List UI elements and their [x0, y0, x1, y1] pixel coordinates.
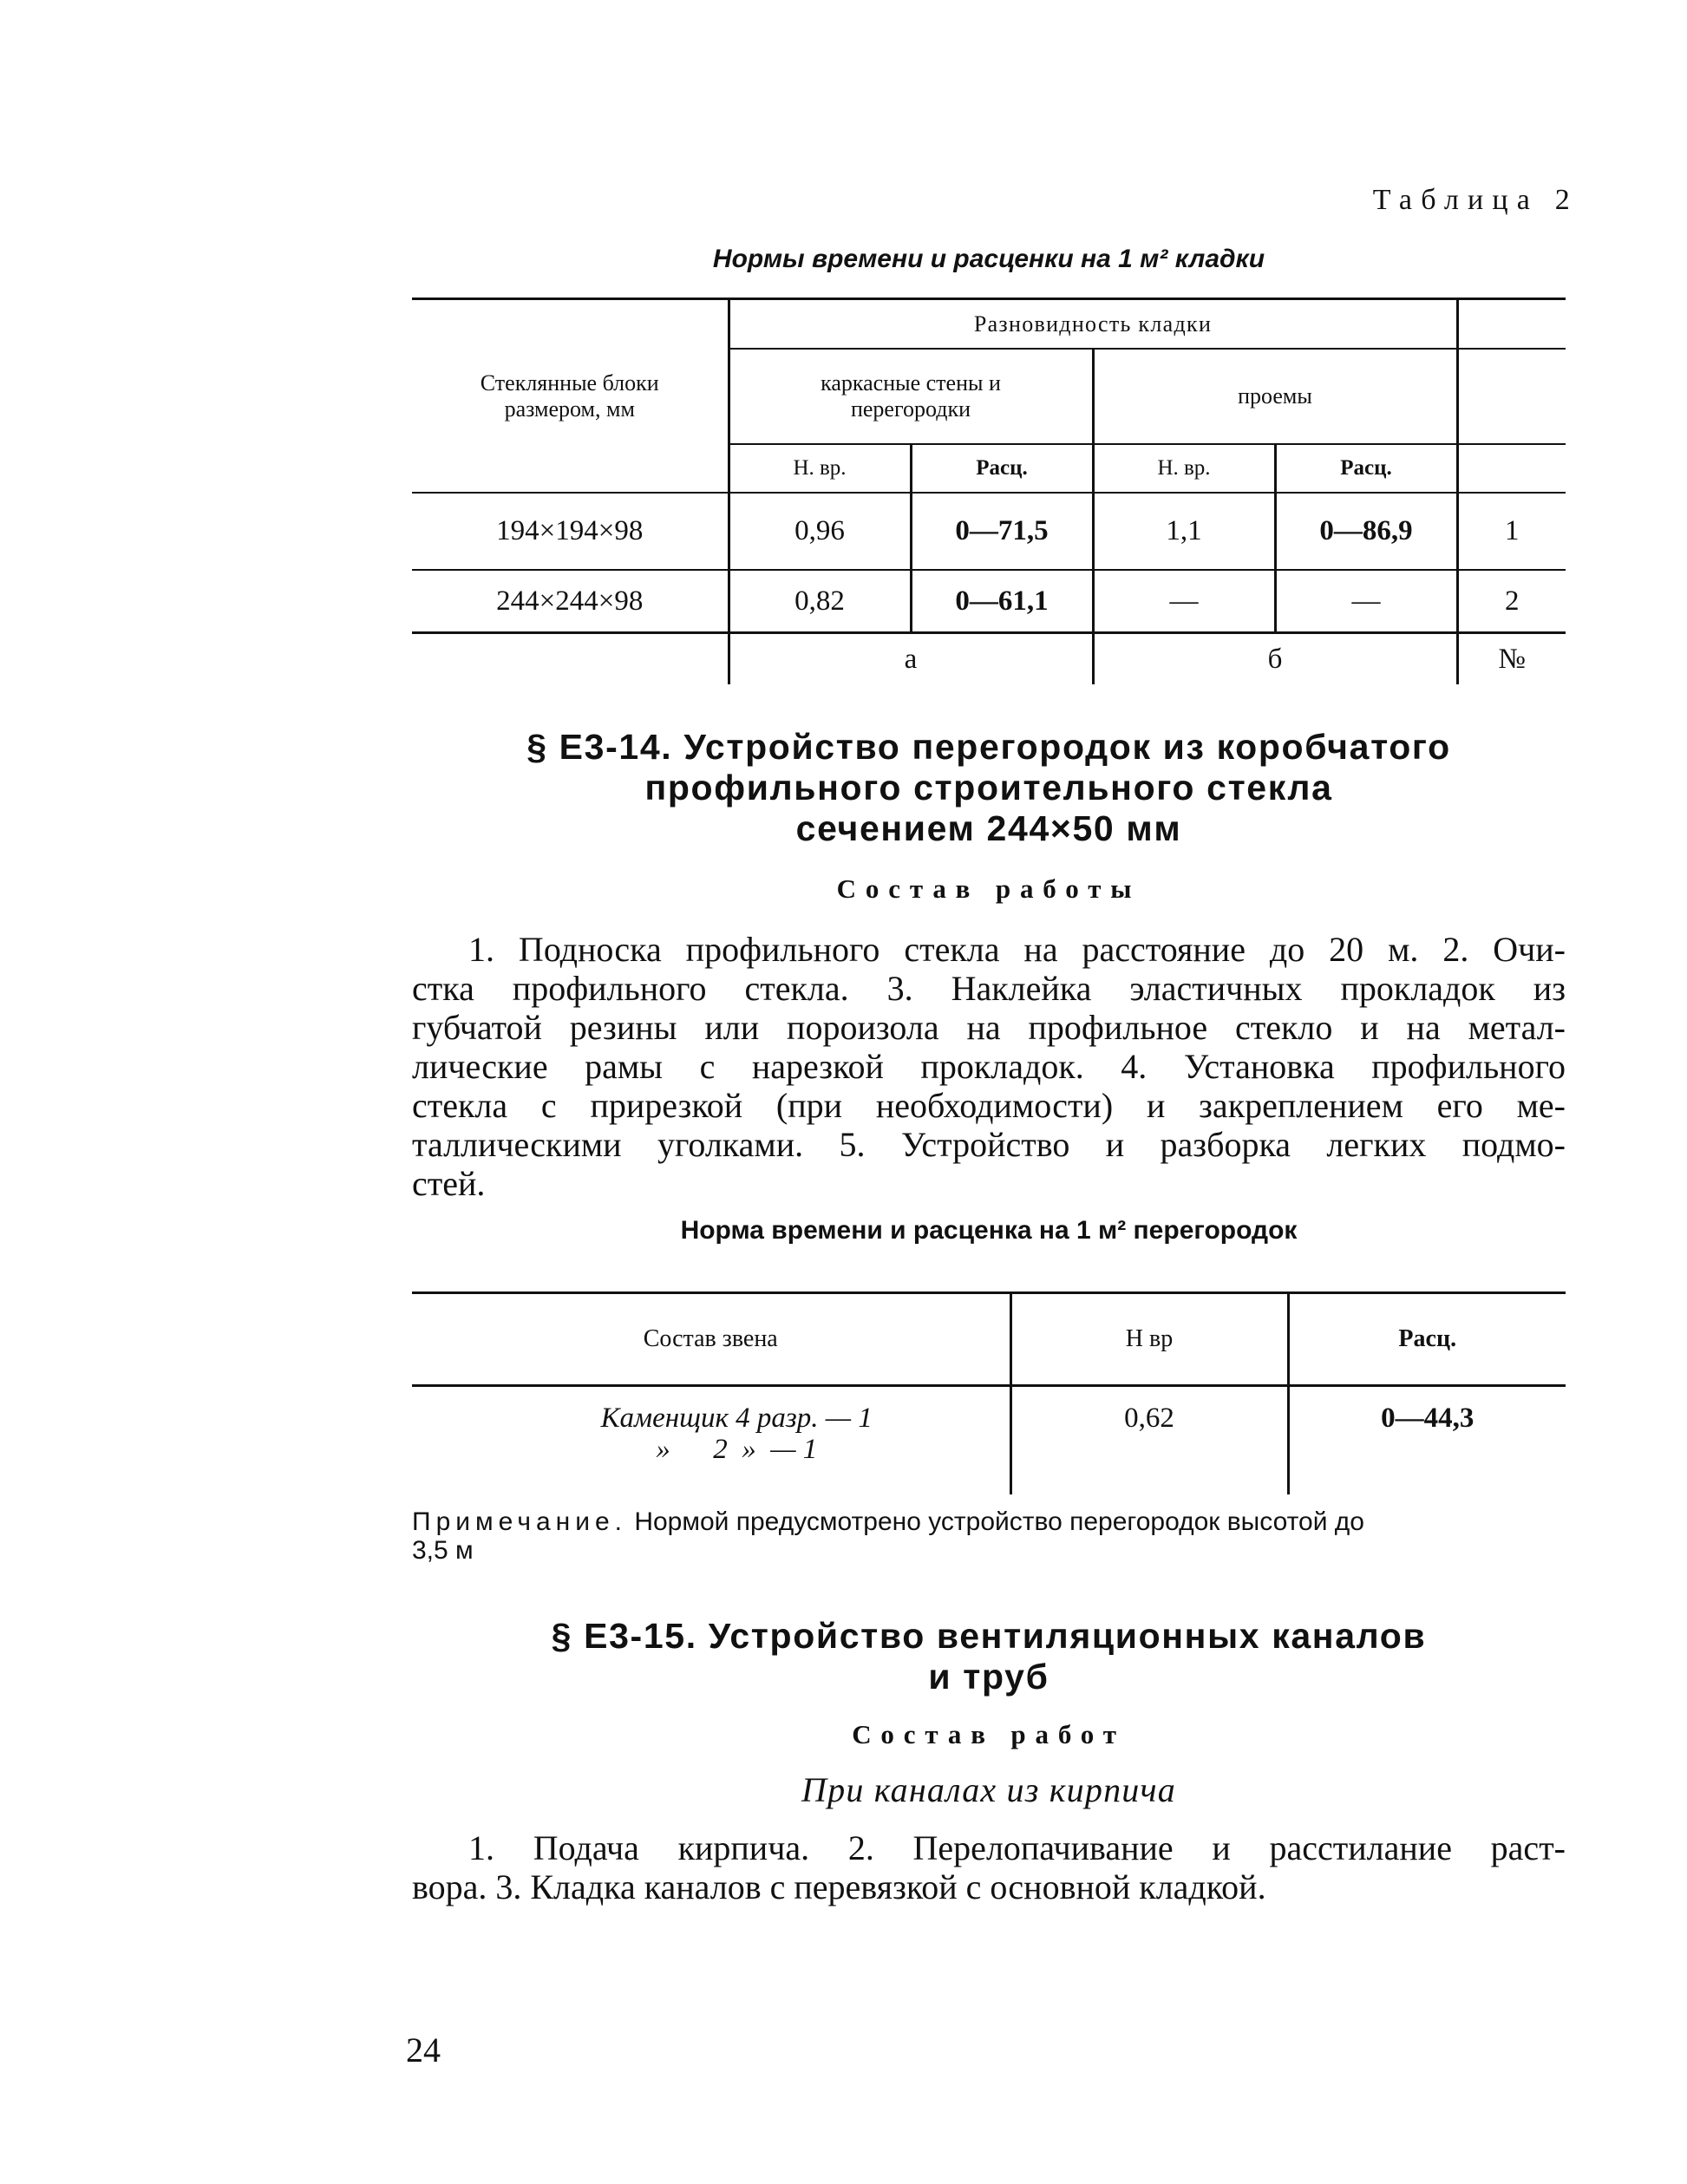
section-15-italic-sub: При каналах из кирпича	[801, 1770, 1176, 1809]
col-a-header: каркасные стены и перегородки	[729, 349, 1093, 444]
table-row	[412, 1386, 1566, 1495]
section-14-heading	[412, 727, 1566, 849]
size-cell: 244×244×98	[412, 570, 729, 633]
sub-nvr: Н. вр.	[1093, 444, 1275, 493]
sub-rasc: Расц.	[911, 444, 1093, 493]
body-line: стекла с прирезкой (при необходимости) и закреплением его ме-	[412, 1086, 1566, 1125]
size-cell: 194×194×98	[412, 493, 729, 570]
col-rasc: Расц.	[1288, 1293, 1566, 1386]
note-label: Примечание.	[412, 1507, 627, 1536]
empty-cell	[1457, 299, 1566, 350]
body-line: 1. Подача кирпича. 2. Перелопачивание и расстилание раст-	[468, 1828, 1566, 1867]
empty-cell	[1457, 349, 1566, 444]
col-b-header: проемы	[1093, 349, 1457, 444]
body-line: 1. Подноска профильного стекла на расстояние до 20 м. 2. Очи-	[468, 930, 1566, 969]
footer-b: б	[1093, 633, 1457, 685]
empty-cell	[412, 633, 729, 685]
a-nvr-cell: 0,96	[729, 493, 911, 570]
heading-line: § Е3-14. Устройство перегородок из коробчатого	[526, 727, 1451, 767]
body-line: вора. 3. Кладка каналов с перевязкой с основной кладкой.	[412, 1867, 1266, 1906]
note	[412, 1507, 1566, 1565]
b-rasc-cell: 0—86,9	[1275, 493, 1457, 570]
page-number: 24	[406, 2030, 441, 2070]
table-label: Таблица 2	[1372, 184, 1579, 216]
nvr-cell: 0,62	[1010, 1386, 1288, 1495]
sub-rasc: Расц.	[1275, 444, 1457, 493]
crew-line: Каменщик 4 разр. — 1	[600, 1403, 873, 1434]
empty-cell	[1457, 444, 1566, 493]
section-15-body	[412, 1828, 1566, 1906]
heading-line: и труб	[928, 1657, 1049, 1697]
section-14-body	[412, 930, 1566, 1203]
table2-title: Норма времени и расценка на 1 м² перегородок	[680, 1216, 1298, 1245]
table-row	[412, 570, 1566, 633]
sub-nvr: Н. вр.	[729, 444, 911, 493]
crew-line: » 2 » — 1	[656, 1434, 818, 1465]
num-cell: 1	[1457, 493, 1566, 570]
crew-cell	[412, 1386, 1010, 1495]
b-nvr-cell: 1,1	[1093, 493, 1275, 570]
heading-line: профильного строительного стекла	[644, 768, 1333, 808]
body-line: лические рамы с нарезкой прокладок. 4. Установка профильного	[412, 1047, 1566, 1086]
note-line	[412, 1507, 1566, 1536]
rasc-cell: 0—44,3	[1288, 1386, 1566, 1495]
footer-a: а	[729, 633, 1093, 685]
table-row	[412, 493, 1566, 570]
heading-line: сечением 244×50 мм	[795, 808, 1182, 848]
group-header: Разновидность кладки	[729, 299, 1457, 350]
note-text: Нормой предусмотрено устройство перегородок высотой до	[626, 1507, 1364, 1536]
body-line: стей.	[412, 1164, 486, 1203]
b-rasc-cell: —	[1275, 570, 1457, 633]
section-15-heading	[412, 1616, 1566, 1697]
body-line: таллическими уголками. 5. Устройство и разборка легких подмо-	[412, 1125, 1566, 1164]
a-rasc-cell: 0—61,1	[911, 570, 1093, 633]
a-nvr-cell: 0,82	[729, 570, 911, 633]
crew-table	[412, 1291, 1566, 1494]
heading-line: § Е3-15. Устройство вентиляционных каналов	[551, 1616, 1427, 1656]
section-15-subheading: Состав работ	[852, 1719, 1126, 1749]
body-line: губчатой резины или пороизола на профильное стекло и на метал-	[412, 1008, 1566, 1047]
footer-num: №	[1457, 633, 1566, 685]
note-line: 3,5 м	[412, 1536, 474, 1565]
body-line: стка профильного стекла. 3. Наклейка эластичных прокладок из	[412, 969, 1566, 1008]
num-cell: 2	[1457, 570, 1566, 633]
table-title: Нормы времени и расценки на 1 м² кладки	[712, 245, 1265, 273]
col-crew: Состав звена	[412, 1293, 1010, 1386]
col-nvr: Н вр	[1010, 1293, 1288, 1386]
section-14-subheading: Состав работы	[836, 873, 1141, 904]
norms-table	[412, 298, 1566, 684]
a-rasc-cell: 0—71,5	[911, 493, 1093, 570]
row-header: Стеклянные блоки размером, мм	[412, 299, 729, 494]
b-nvr-cell: —	[1093, 570, 1275, 633]
